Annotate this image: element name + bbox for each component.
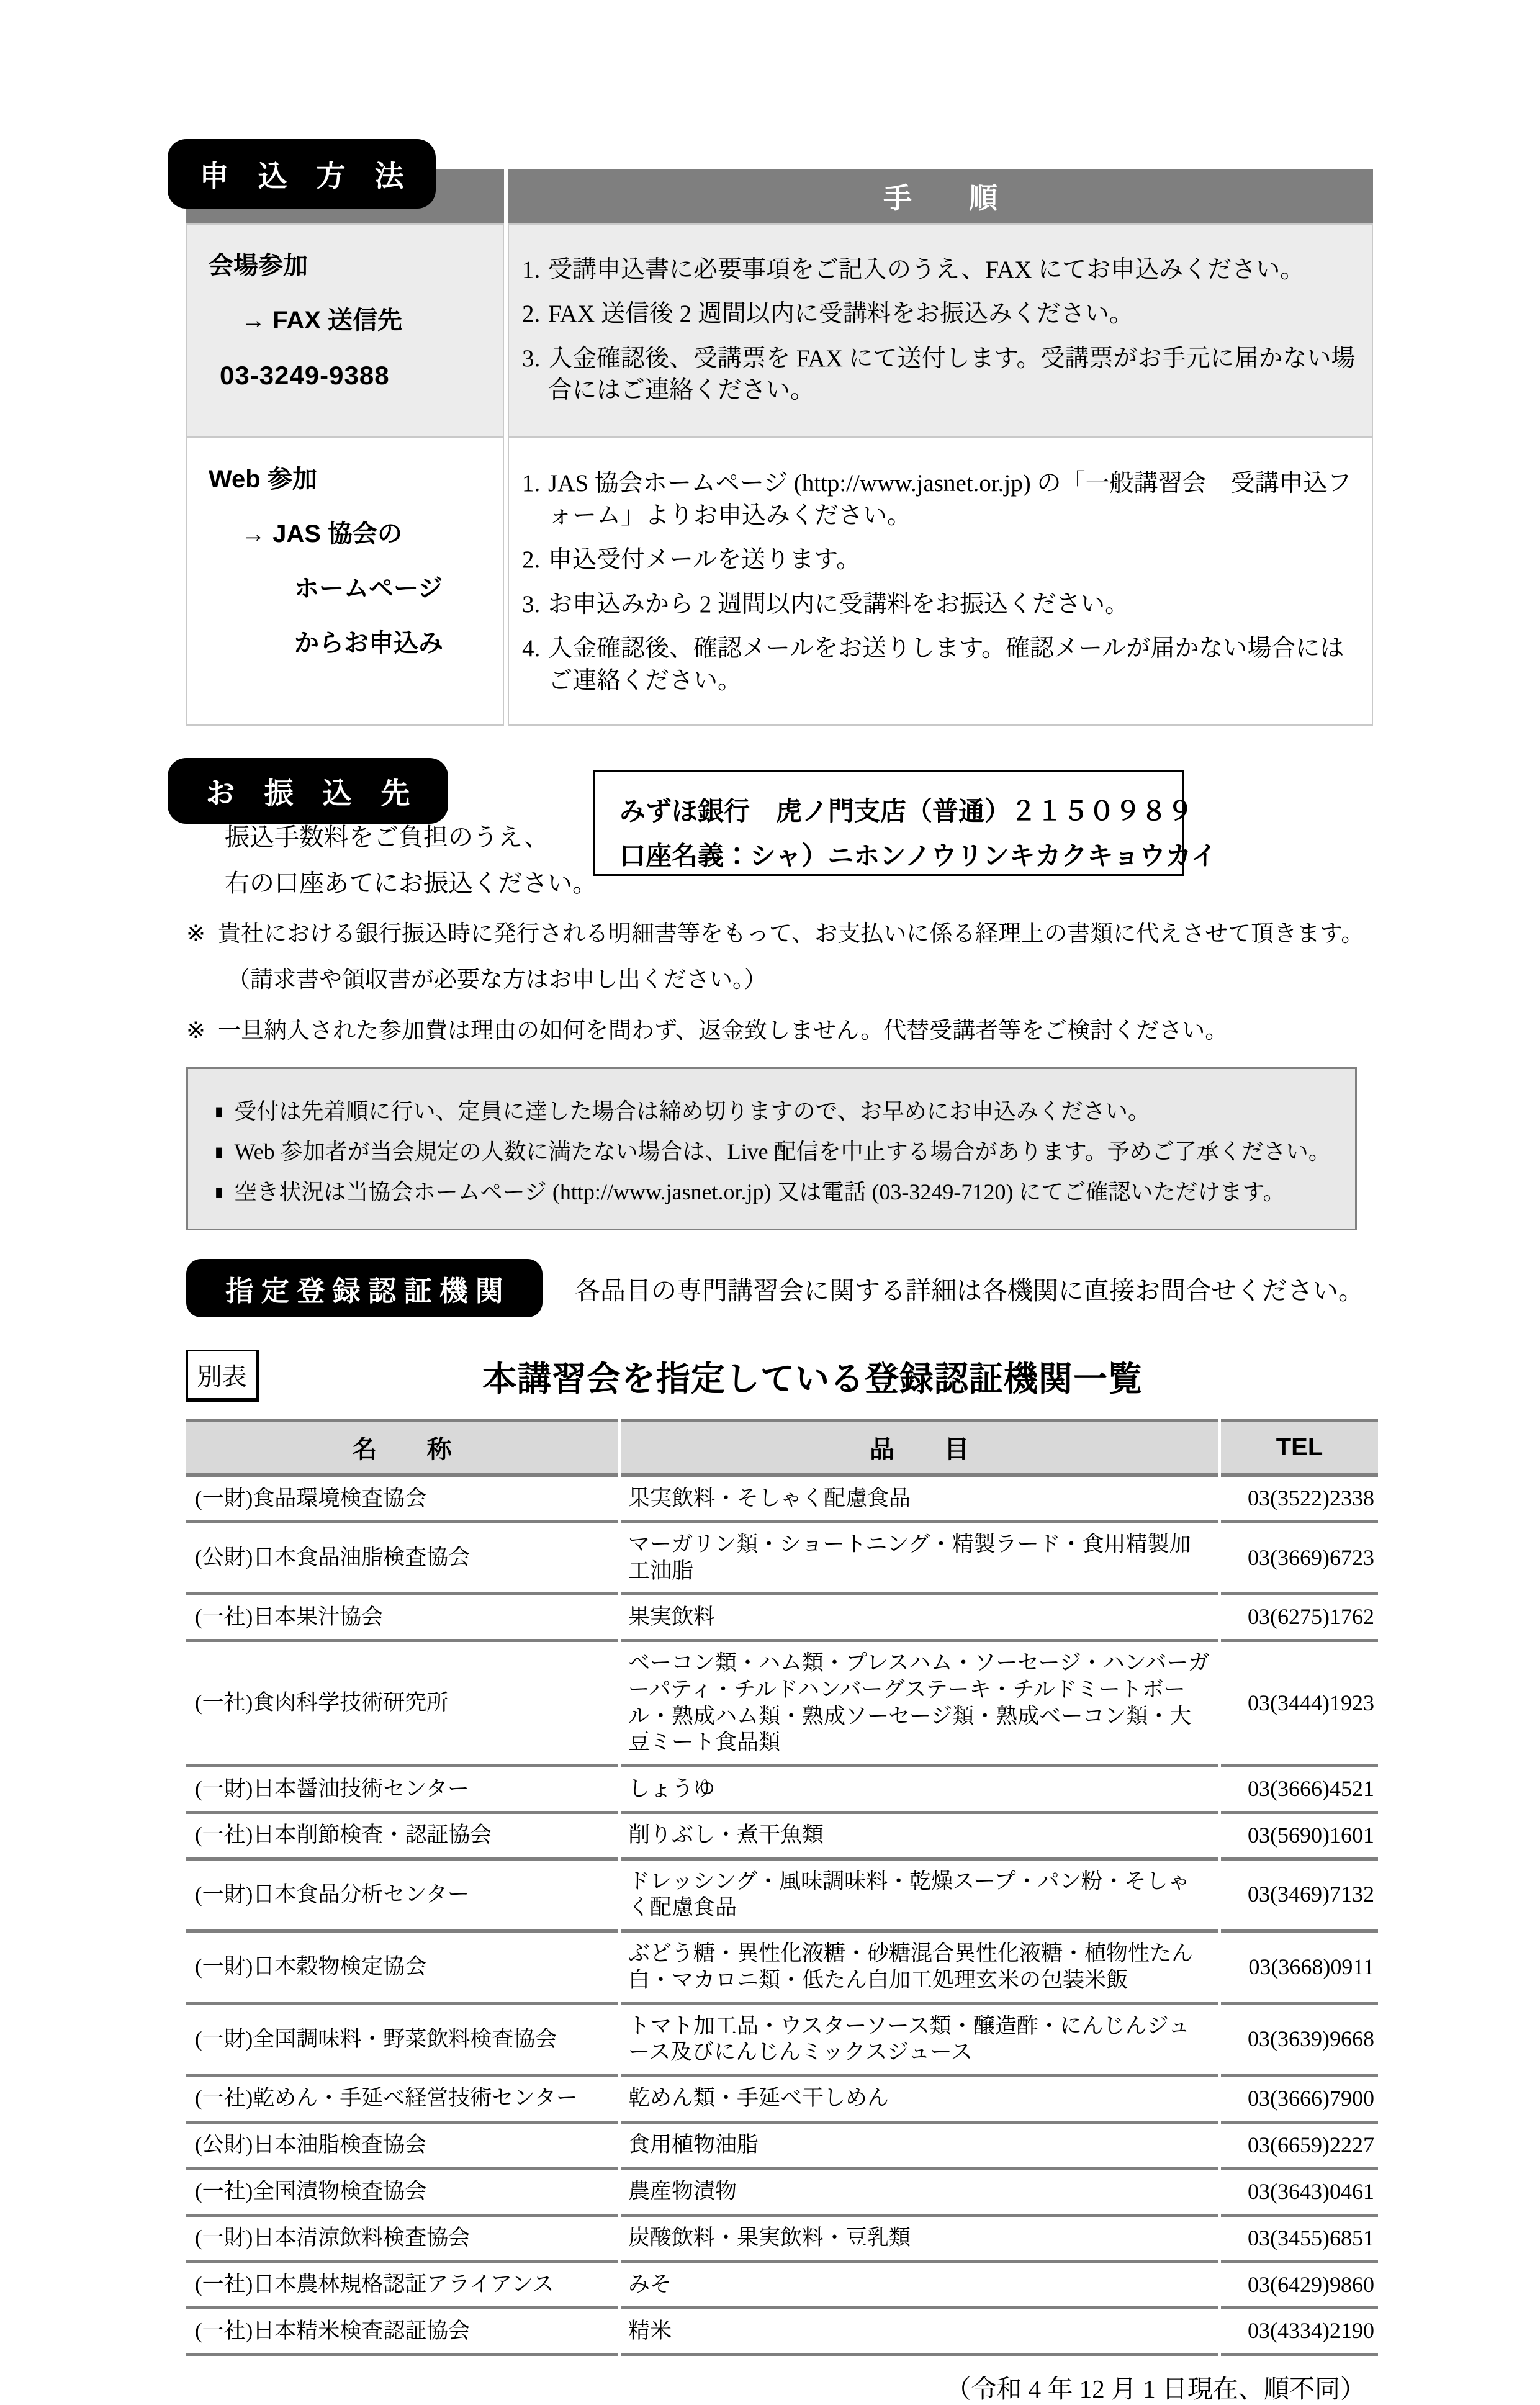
- certification-table-title: 本講習会を指定している登録認証機関一覧: [482, 1359, 1143, 1398]
- org-items: マーガリン類・ショートニング・精製ラード・食用精製加工油脂: [621, 1523, 1218, 1595]
- table-row: [186, 2263, 1378, 2310]
- venue-steps-list: [510, 225, 1371, 434]
- list-item: JAS 協会ホームページ (http://www.jasnet.or.jp) の「一般講習会 受講申込フォーム」よりお申込みください。: [548, 470, 1352, 529]
- asterisk-marker: ※: [186, 1018, 206, 1044]
- bank-account-line1: みずほ銀行 虎ノ門支店（普通）２１５０９８９: [619, 796, 1194, 826]
- org-items: みそ: [621, 2263, 1218, 2310]
- org-items: 農産物漬物: [621, 2170, 1218, 2217]
- table-row-venue: [186, 223, 1373, 437]
- org-items: しょうゆ: [621, 1767, 1218, 1814]
- table-row: [186, 1595, 1378, 1642]
- notice-item-availability: [215, 1175, 1340, 1206]
- bank-account-line2: 口座名義：シャ）ニホンノウリンキカクキョウカイ: [619, 841, 1217, 870]
- web-label: Web 参加: [209, 466, 317, 494]
- asterisk-marker: ※: [186, 921, 206, 947]
- web-homepage-label: ホームページ: [294, 575, 443, 603]
- org-tel: 03(3666)4521: [1221, 1767, 1378, 1814]
- org-tel: 03(3668)0911: [1221, 1933, 1378, 2005]
- square-bullet-icon: ■: [215, 1181, 223, 1204]
- certification-label: 指 定 登 録 認 証 機 関: [186, 1259, 543, 1317]
- org-name: (一社)乾めん・手延べ経営技術センター: [186, 2077, 618, 2124]
- org-name: (一社)日本農林規格認証アライアンス: [186, 2263, 618, 2310]
- org-tel: 03(3455)6851: [1221, 2217, 1378, 2263]
- org-tel: 03(6275)1762: [1221, 1595, 1378, 1642]
- org-name: (一社)全国漬物検査協会: [186, 2170, 618, 2217]
- list-item: 入金確認後、受講票を FAX にて送付します。受講票がお手元に届かない場合にはご連絡ください。: [548, 345, 1356, 404]
- org-name: (公財)日本油脂検査協会: [186, 2124, 618, 2170]
- org-tel: 03(3643)0461: [1221, 2170, 1378, 2217]
- org-items: 炭酸飲料・果実飲料・豆乳類: [621, 2217, 1218, 2263]
- org-items: 食用植物油脂: [621, 2124, 1218, 2170]
- org-name: (一社)日本削節検査・認証協会: [186, 1814, 618, 1861]
- appendix-label-box: 別表: [186, 1350, 259, 1402]
- list-item: 入金確認後、確認メールをお送りします。確認メールが届かない場合にはご連絡ください。: [548, 635, 1344, 694]
- org-items: ベーコン類・ハム類・プレスハム・ソーセージ・ハンバーガーパティ・チルドハンバーグステーキ・チルドミートボール・熟成ハム類・熟成ソーセージ類・熟成ベーコン類・大豆ミート食品類: [621, 1642, 1218, 1767]
- appendix-title-row: [186, 1350, 1366, 1402]
- org-name: (一社)日本果汁協会: [186, 1595, 618, 1642]
- table-row: [186, 1477, 1378, 1523]
- org-items: 精米: [621, 2309, 1218, 2356]
- venue-fax-number: 03-3249-9388: [220, 361, 390, 390]
- page-content: [186, 142, 1374, 2405]
- org-tel: 03(3469)7132: [1221, 1861, 1378, 1933]
- notice-item-live-cancel: [215, 1134, 1340, 1166]
- org-items: 果実飲料・そしゃく配慮食品: [621, 1477, 1218, 1523]
- list-item: 申込受付メールを送ります。: [548, 546, 861, 574]
- procedure-header: 手 順: [508, 169, 1373, 223]
- web-method-cell: [186, 437, 504, 726]
- refund-note-text: 一旦納入された参加費は理由の如何を問わず、返金致しません。代替受講者等をご検討ください。: [218, 1018, 1228, 1044]
- certification-note: 各品目の専門講習会に関する詳細は各機関に直接お問合せください。: [575, 1276, 1364, 1305]
- column-header-items: 品 目: [621, 1419, 1218, 1477]
- org-items: ドレッシング・風味調味料・乾燥スープ・パン粉・そしゃく配慮食品: [621, 1861, 1218, 1933]
- table-row: [186, 1642, 1378, 1767]
- notice-text: 空き状況は当協会ホームページ (http://www.jasnet.or.jp) 又は電話 (03-3249-7120) にてご確認いただけます。: [234, 1180, 1286, 1204]
- org-tel: 03(3444)1923: [1221, 1642, 1378, 1767]
- payment-note-line2: 右の口座あてにお振込ください。: [225, 869, 597, 897]
- square-bullet-icon: ■: [215, 1101, 223, 1124]
- table-footnote: （令和 4 年 12 月 1 日現在、順不同）: [945, 2375, 1366, 2404]
- notice-box: [186, 1067, 1357, 1230]
- web-jas-label: → JAS 協会の: [241, 520, 403, 548]
- list-item: 受講申込書に必要事項をご記入のうえ、FAX にてお申込みください。: [548, 256, 1305, 283]
- payment-section: [186, 758, 1366, 897]
- table-row: [186, 2217, 1378, 2263]
- notice-text: 受付は先着順に行い、定員に達した場合は締め切りますので、お早めにお申込みください。: [234, 1099, 1150, 1124]
- table-row: [186, 1523, 1378, 1595]
- list-item: FAX 送信後 2 週間以内に受講料をお振込みください。: [548, 300, 1133, 328]
- application-method-table: [182, 169, 1377, 726]
- org-tel: 03(3639)9668: [1221, 2005, 1378, 2077]
- org-tel: 03(3666)7900: [1221, 2077, 1378, 2124]
- org-tel: 03(5690)1601: [1221, 1814, 1378, 1861]
- receipt-note: [186, 914, 1366, 948]
- table-row: [186, 2170, 1378, 2217]
- org-tel: 03(3522)2338: [1221, 1477, 1378, 1523]
- org-tel: 03(3669)6723: [1221, 1523, 1378, 1595]
- web-apply-label: からお申込み: [294, 629, 443, 657]
- table-row: [186, 1767, 1378, 1814]
- web-steps-list: [510, 439, 1371, 724]
- notice-text: Web 参加者が当会規定の人数に満たない場合は、Live 配信を中止する場合があります。予めご了承ください。: [234, 1139, 1331, 1164]
- org-name: (公財)日本食品油脂検査協会: [186, 1523, 618, 1595]
- venue-method-cell: [186, 223, 504, 437]
- org-tel: 03(6429)9860: [1221, 2263, 1378, 2310]
- org-name: (一財)日本醤油技術センター: [186, 1767, 618, 1814]
- table-row: [186, 2005, 1378, 2077]
- org-items: 果実飲料: [621, 1595, 1218, 1642]
- application-method-section: [186, 142, 1366, 726]
- application-method-label: 申 込 方 法: [168, 139, 436, 209]
- payment-label: お 振 込 先: [168, 758, 448, 824]
- org-name: (一財)全国調味料・野菜飲料検査協会: [186, 2005, 618, 2077]
- bank-account-box: [593, 770, 1217, 876]
- table-row: [186, 2124, 1378, 2170]
- org-tel: 03(6659)2227: [1221, 2124, 1378, 2170]
- org-items: トマト加工品・ウスターソース類・醸造酢・にんじんジュース及びにんじんミックスジュース: [621, 2005, 1218, 2077]
- table-row: [186, 2077, 1378, 2124]
- table-row-web: [186, 437, 1373, 726]
- notice-item-first-come: [215, 1094, 1340, 1126]
- receipt-note-text: 貴社における銀行振込時に発行される明細書等をもって、お支払いに係る経理上の書類に代えさせて頂きます。: [218, 921, 1364, 947]
- certification-table: [183, 1419, 1381, 2356]
- receipt-note-sub: （請求書や領収書が必要な方はお申し出ください。）: [227, 967, 767, 993]
- org-name: (一財)食品環境検査協会: [186, 1477, 618, 1523]
- list-item: お申込みから 2 週間以内に受講料をお振込ください。: [548, 590, 1130, 618]
- certification-table-header-row: [186, 1419, 1378, 1477]
- org-items: 乾めん類・手延べ干しめん: [621, 2077, 1218, 2124]
- venue-label: 会場参加: [209, 252, 308, 279]
- table-row: [186, 2309, 1378, 2356]
- square-bullet-icon: ■: [215, 1141, 223, 1164]
- org-name: (一財)日本食品分析センター: [186, 1861, 618, 1933]
- org-tel: 03(4334)2190: [1221, 2309, 1378, 2356]
- table-row: [186, 1933, 1378, 2005]
- column-header-tel: TEL: [1221, 1419, 1378, 1477]
- org-name: (一財)日本清涼飲料検査協会: [186, 2217, 618, 2263]
- table-row: [186, 1814, 1378, 1861]
- org-items: 削りぶし・煮干魚類: [621, 1814, 1218, 1861]
- web-steps-cell: [508, 437, 1373, 726]
- org-name: (一社)日本精米検査認証協会: [186, 2309, 618, 2356]
- org-name: (一社)食肉科学技術研究所: [186, 1642, 618, 1767]
- org-name: (一財)日本穀物検定協会: [186, 1933, 618, 2005]
- org-items: ぶどう糖・異性化液糖・砂糖混合異性化液糖・植物性たん白・マカロニ類・低たん白加工処理玄米の包装米飯: [621, 1933, 1218, 2005]
- payment-note-line1: 振込手数料をご負担のうえ、: [225, 823, 549, 851]
- venue-fax-label: → FAX 送信先: [241, 307, 403, 334]
- venue-steps-cell: [508, 223, 1373, 437]
- certification-section-header: [186, 1259, 1366, 1317]
- column-header-name: 名 称: [186, 1419, 618, 1477]
- refund-note: [186, 1011, 1366, 1045]
- table-row: [186, 1861, 1378, 1933]
